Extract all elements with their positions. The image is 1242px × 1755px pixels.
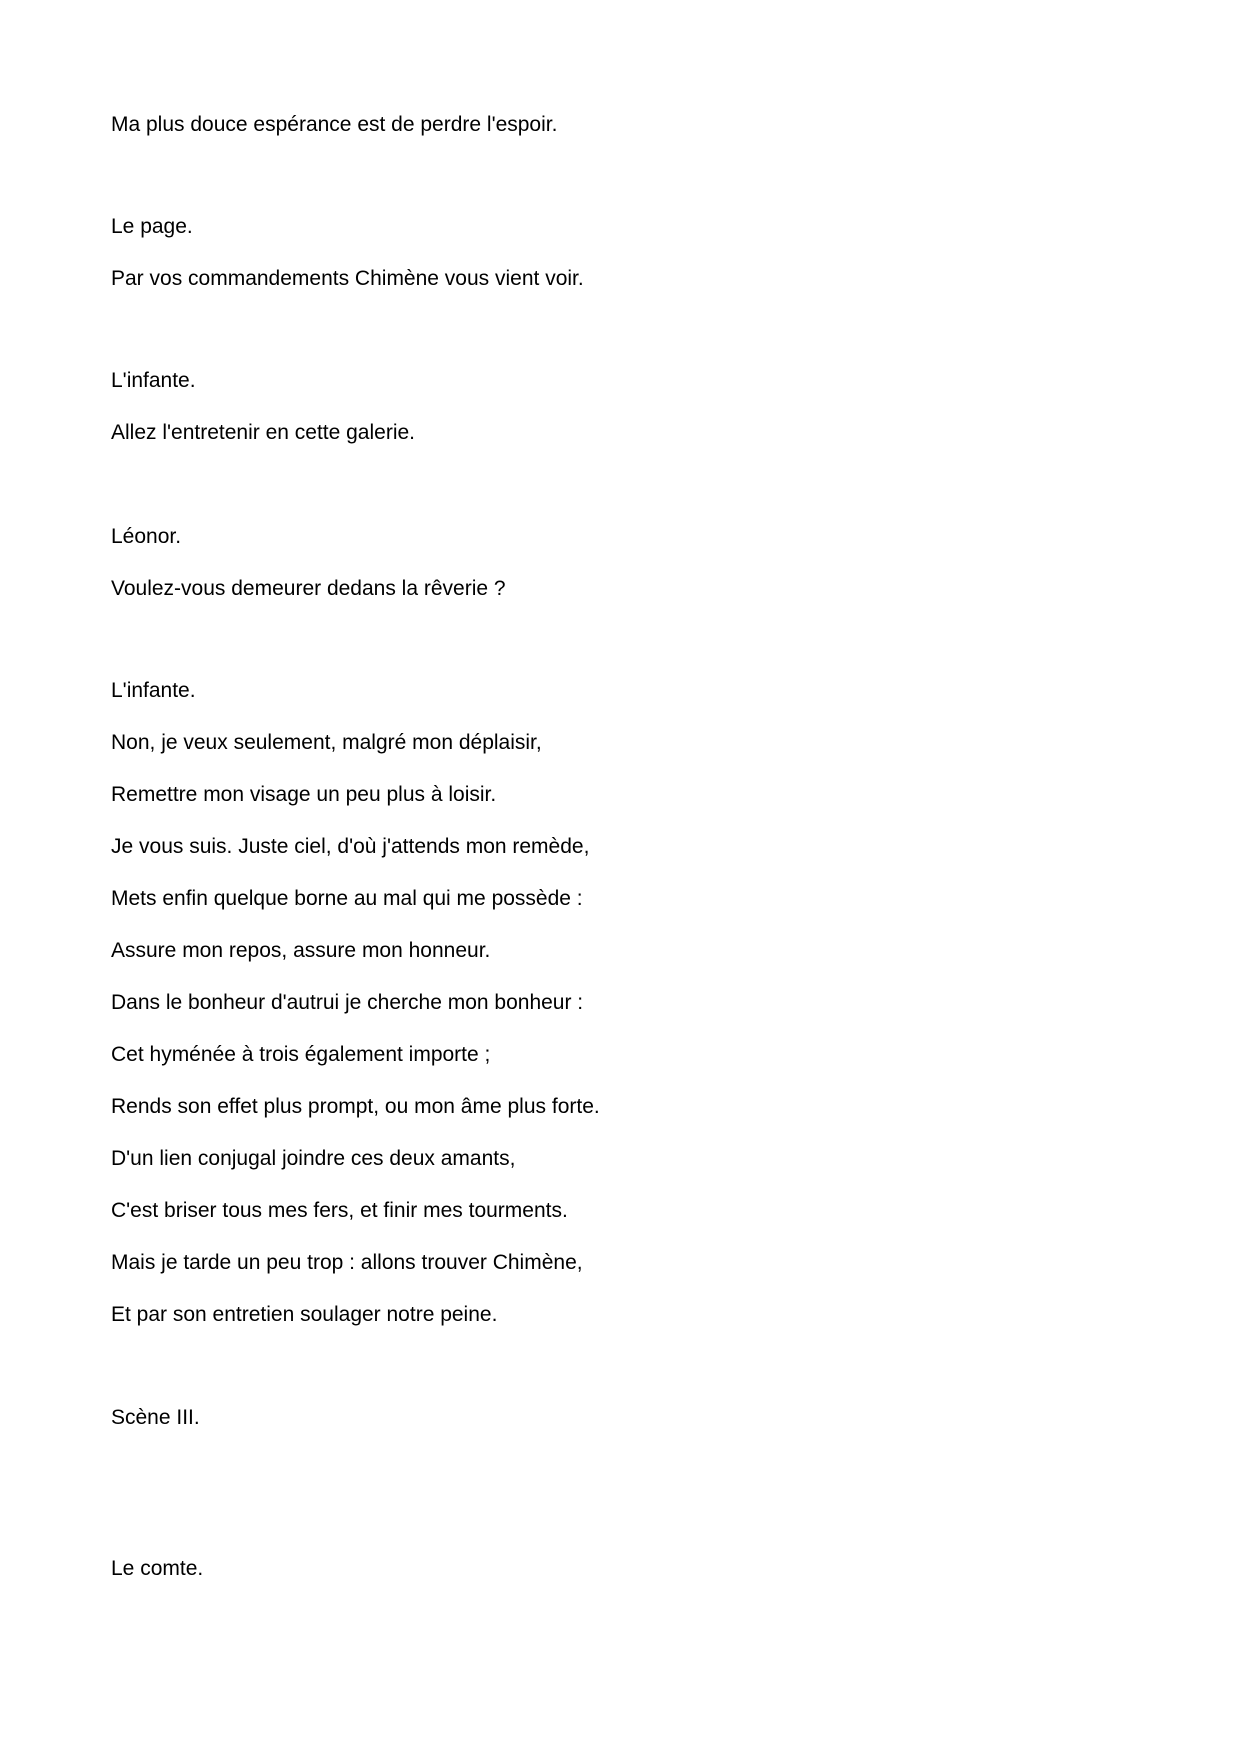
verse-line: Allez l'entretenir en cette galerie. <box>111 421 416 444</box>
verse-line: Par vos commandements Chimène vous vient voir. <box>111 267 584 290</box>
verse-line: Voulez-vous demeurer dedans la rêverie ? <box>111 577 506 600</box>
verse-line: Mais je tarde un peu trop : allons trouver Chimène, <box>111 1251 583 1274</box>
speaker-name: Le comte. <box>111 1557 204 1580</box>
verse-line: Mets enfin quelque borne au mal qui me possède : <box>111 887 583 910</box>
speaker-name: L'infante. <box>111 369 196 392</box>
verse-line: Rends son effet plus prompt, ou mon âme plus forte. <box>111 1095 600 1118</box>
verse-line: Je vous suis. Juste ciel, d'où j'attends mon remède, <box>111 835 590 858</box>
speaker-name: Le page. <box>111 215 193 238</box>
verse-line: Cet hyménée à trois également importe ; <box>111 1043 491 1066</box>
verse-line: Remettre mon visage un peu plus à loisir. <box>111 783 497 806</box>
verse-line: Et par son entretien soulager notre peine. <box>111 1303 498 1326</box>
verse-line: Assure mon repos, assure mon honneur. <box>111 939 491 962</box>
verse-line: Dans le bonheur d'autrui je cherche mon bonheur : <box>111 991 584 1014</box>
verse-line: C'est briser tous mes fers, et finir mes tourments. <box>111 1199 568 1222</box>
scene-heading: Scène III. <box>111 1406 200 1429</box>
verse-line: Ma plus douce espérance est de perdre l'espoir. <box>111 113 558 136</box>
verse-line: Non, je veux seulement, malgré mon déplaisir, <box>111 731 542 754</box>
verse-line: D'un lien conjugal joindre ces deux amants, <box>111 1147 516 1170</box>
speaker-name: L'infante. <box>111 679 196 702</box>
speaker-name: Léonor. <box>111 525 182 548</box>
